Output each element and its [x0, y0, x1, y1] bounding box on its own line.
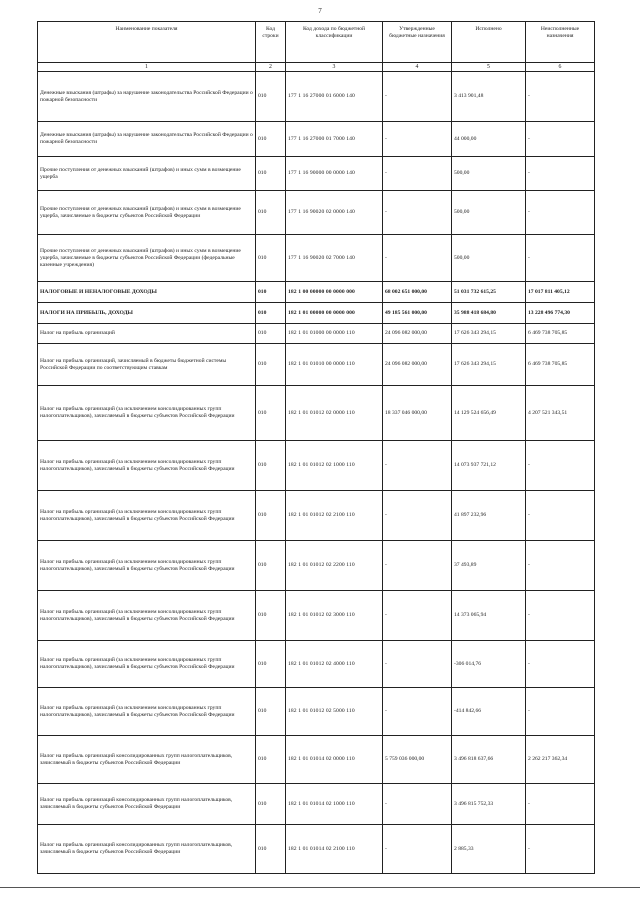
line-code-cell: 010	[256, 591, 286, 641]
column-header-approved: Утвержденные бюджетные назначения	[383, 22, 452, 63]
line-code-cell: 010	[256, 122, 286, 157]
column-number: 1	[38, 63, 256, 72]
table-row	[38, 591, 595, 641]
table-row	[38, 688, 595, 736]
table-row	[38, 541, 595, 591]
column-header-name: Наименование показателя	[38, 22, 256, 63]
table-row	[38, 324, 595, 344]
budget-code-cell: 182 1 01 01012 02 2200 110	[286, 541, 383, 591]
approved-amount-cell: -	[383, 784, 452, 825]
indicator-name-cell: Прочие поступления от денежных взысканий (штрафов) и иных сумм в возмещение ущерба	[38, 157, 256, 191]
executed-amount-cell: 41 897 232,96	[452, 491, 526, 541]
table-row	[38, 235, 595, 282]
unexecuted-amount-cell: 2 262 217 362,34	[526, 736, 595, 784]
budget-code-cell: 182 1 01 01012 02 1000 110	[286, 441, 383, 491]
executed-amount-cell: 44 000,00	[452, 122, 526, 157]
approved-amount-cell: 24 096 082 000,00	[383, 324, 452, 344]
unexecuted-amount-cell: -	[526, 157, 595, 191]
unexecuted-amount-cell: -	[526, 541, 595, 591]
table-row	[38, 344, 595, 386]
approved-amount-cell: -	[383, 591, 452, 641]
indicator-name-cell: НАЛОГОВЫЕ И НЕНАЛОГОВЫЕ ДОХОДЫ	[38, 282, 256, 303]
column-number: 5	[452, 63, 526, 72]
unexecuted-amount-cell: -	[526, 825, 595, 874]
indicator-name-cell: Прочие поступления от денежных взысканий (штрафов) и иных сумм в возмещение ущерба, зачисляемые в бюджеты субъектов Российской Федерации	[38, 191, 256, 235]
approved-amount-cell: -	[383, 825, 452, 874]
budget-code-cell: 182 1 00 00000 00 0000 000	[286, 282, 383, 303]
approved-amount-cell: -	[383, 441, 452, 491]
table-row	[38, 122, 595, 157]
indicator-name-cell: НАЛОГИ НА ПРИБЫЛЬ, ДОХОДЫ	[38, 303, 256, 324]
budget-code-cell: 182 1 01 01012 02 4000 110	[286, 641, 383, 688]
line-code-cell: 010	[256, 491, 286, 541]
budget-code-cell: 177 1 16 27000 01 6000 140	[286, 72, 383, 122]
table-row	[38, 491, 595, 541]
table-row	[38, 641, 595, 688]
column-number: 6	[526, 63, 595, 72]
unexecuted-amount-cell: 6 469 738 705,85	[526, 344, 595, 386]
indicator-name-cell: Налог на прибыль организаций (за исключением консолидированных групп налогоплательщиков), зачисляемый в бюджеты субъектов Российской Федерации	[38, 688, 256, 736]
budget-code-cell: 177 1 16 27000 01 7000 140	[286, 122, 383, 157]
line-code-cell: 010	[256, 541, 286, 591]
table-row	[38, 303, 595, 324]
approved-amount-cell: -	[383, 122, 452, 157]
unexecuted-amount-cell: -	[526, 72, 595, 122]
executed-amount-cell: 14 073 937 721,12	[452, 441, 526, 491]
table-row	[38, 441, 595, 491]
table-row	[38, 157, 595, 191]
executed-amount-cell: 37 493,89	[452, 541, 526, 591]
table-row	[38, 386, 595, 441]
line-code-cell: 010	[256, 72, 286, 122]
approved-amount-cell: 5 759 036 000,00	[383, 736, 452, 784]
table-row	[38, 736, 595, 784]
budget-code-cell: 182 1 01 00000 00 0000 000	[286, 303, 383, 324]
indicator-name-cell: Налог на прибыль организаций (за исключением консолидированных групп налогоплательщиков), зачисляемый в бюджеты субъектов Российской Федерации	[38, 641, 256, 688]
executed-amount-cell: 3 496 815 752,33	[452, 784, 526, 825]
executed-amount-cell: 17 626 343 294,15	[452, 344, 526, 386]
approved-amount-cell: 24 096 082 000,00	[383, 344, 452, 386]
unexecuted-amount-cell: -	[526, 122, 595, 157]
header-row	[38, 22, 595, 63]
column-number: 2	[256, 63, 286, 72]
executed-amount-cell: 51 031 732 615,25	[452, 282, 526, 303]
revenue-report-table	[37, 21, 595, 874]
executed-amount-cell: -306 014,76	[452, 641, 526, 688]
indicator-name-cell: Налог на прибыль организаций, зачисляемый в бюджеты бюджетной системы Российской Федерации по соответствующим ставкам	[38, 344, 256, 386]
indicator-name-cell: Налог на прибыль организаций консолидированных групп налогоплательщиков, зачисляемый в бюджеты субъектов Российской Федерации	[38, 784, 256, 825]
unexecuted-amount-cell: 6 469 738 705,85	[526, 324, 595, 344]
approved-amount-cell: -	[383, 688, 452, 736]
executed-amount-cell: 2 885,33	[452, 825, 526, 874]
indicator-name-cell: Прочие поступления от денежных взысканий (штрафов) и иных сумм в возмещение ущерба, зачисляемые в бюджеты субъектов Российской Федерации (федеральные казенные учреждения)	[38, 235, 256, 282]
line-code-cell: 010	[256, 641, 286, 688]
line-code-cell: 010	[256, 344, 286, 386]
budget-code-cell: 177 1 16 90000 00 0000 140	[286, 157, 383, 191]
table-row	[38, 784, 595, 825]
column-number: 4	[383, 63, 452, 72]
line-code-cell: 010	[256, 157, 286, 191]
indicator-name-cell: Налог на прибыль организаций (за исключением консолидированных групп налогоплательщиков), зачисляемый в бюджеты субъектов Российской Федерации	[38, 591, 256, 641]
report-body	[38, 72, 595, 874]
indicator-name-cell: Налог на прибыль организаций (за исключением консолидированных групп налогоплательщиков), зачисляемый в бюджеты субъектов Российской Федерации	[38, 491, 256, 541]
line-code-cell: 010	[256, 324, 286, 344]
budget-code-cell: 182 1 01 01012 02 0000 110	[286, 386, 383, 441]
approved-amount-cell: 68 002 651 000,00	[383, 282, 452, 303]
executed-amount-cell: -414 842,66	[452, 688, 526, 736]
approved-amount-cell: 18 337 046 000,00	[383, 386, 452, 441]
approved-amount-cell: -	[383, 491, 452, 541]
line-code-cell: 010	[256, 191, 286, 235]
executed-amount-cell: 3 496 818 637,66	[452, 736, 526, 784]
indicator-name-cell: Денежные взыскания (штрафы) за нарушение законодательства Российской Федерации о пожарной безопасности	[38, 72, 256, 122]
page-number: 7	[318, 7, 322, 15]
line-code-cell: 010	[256, 441, 286, 491]
unexecuted-amount-cell: 13 228 496 774,30	[526, 303, 595, 324]
budget-code-cell: 182 1 01 01014 02 2100 110	[286, 825, 383, 874]
approved-amount-cell: -	[383, 191, 452, 235]
column-number-row	[38, 63, 595, 72]
approved-amount-cell: -	[383, 541, 452, 591]
unexecuted-amount-cell: -	[526, 491, 595, 541]
column-header-executed: Исполнено	[452, 22, 526, 63]
line-code-cell: 010	[256, 736, 286, 784]
table-row	[38, 72, 595, 122]
column-header-unexecuted: Неисполненные назначения	[526, 22, 595, 63]
approved-amount-cell: -	[383, 157, 452, 191]
table-row	[38, 191, 595, 235]
line-code-cell: 010	[256, 282, 286, 303]
budget-code-cell: 177 1 16 90020 02 0000 140	[286, 191, 383, 235]
indicator-name-cell: Налог на прибыль организаций	[38, 324, 256, 344]
approved-amount-cell: -	[383, 235, 452, 282]
indicator-name-cell: Налог на прибыль организаций (за исключением консолидированных групп налогоплательщиков), зачисляемый в бюджеты субъектов Российской Федерации	[38, 441, 256, 491]
executed-amount-cell: 500,00	[452, 157, 526, 191]
budget-code-cell: 182 1 01 01014 02 1000 110	[286, 784, 383, 825]
unexecuted-amount-cell: -	[526, 641, 595, 688]
unexecuted-amount-cell: 17 017 811 405,12	[526, 282, 595, 303]
executed-amount-cell: 3 413 901,48	[452, 72, 526, 122]
line-code-cell: 010	[256, 235, 286, 282]
indicator-name-cell: Налог на прибыль организаций консолидированных групп налогоплательщиков, зачисляемый в бюджеты субъектов Российской Федерации	[38, 825, 256, 874]
unexecuted-amount-cell: -	[526, 784, 595, 825]
table-row	[38, 825, 595, 874]
table-row	[38, 282, 595, 303]
executed-amount-cell: 500,00	[452, 191, 526, 235]
unexecuted-amount-cell: -	[526, 235, 595, 282]
line-code-cell: 010	[256, 386, 286, 441]
approved-amount-cell: -	[383, 72, 452, 122]
line-code-cell: 010	[256, 688, 286, 736]
bottom-divider	[0, 887, 640, 888]
column-number: 3	[286, 63, 383, 72]
line-code-cell: 010	[256, 825, 286, 874]
unexecuted-amount-cell: -	[526, 191, 595, 235]
indicator-name-cell: Денежные взыскания (штрафы) за нарушение законодательства Российской Федерации о пожарной безопасности	[38, 122, 256, 157]
budget-code-cell: 182 1 01 01010 00 0000 110	[286, 344, 383, 386]
executed-amount-cell: 14 129 524 656,49	[452, 386, 526, 441]
budget-code-cell: 182 1 01 01012 02 2100 110	[286, 491, 383, 541]
indicator-name-cell: Налог на прибыль организаций (за исключением консолидированных групп налогоплательщиков), зачисляемый в бюджеты субъектов Российской Федерации	[38, 386, 256, 441]
approved-amount-cell: 49 185 561 000,00	[383, 303, 452, 324]
executed-amount-cell: 35 988 418 684,80	[452, 303, 526, 324]
column-header-code: Код строки	[256, 22, 286, 63]
column-header-kbk: Код дохода по бюджетной классификации	[286, 22, 383, 63]
line-code-cell: 010	[256, 303, 286, 324]
indicator-name-cell: Налог на прибыль организаций консолидированных групп налогоплательщиков, зачисляемый в бюджеты субъектов Российской Федерации	[38, 736, 256, 784]
budget-code-cell: 182 1 01 01000 00 0000 110	[286, 324, 383, 344]
budget-code-cell: 182 1 01 01012 02 3000 110	[286, 591, 383, 641]
unexecuted-amount-cell: 4 207 521 343,51	[526, 386, 595, 441]
line-code-cell: 010	[256, 784, 286, 825]
unexecuted-amount-cell: -	[526, 591, 595, 641]
executed-amount-cell: 500,00	[452, 235, 526, 282]
budget-code-cell: 177 1 16 90020 02 7000 140	[286, 235, 383, 282]
indicator-name-cell: Налог на прибыль организаций (за исключением консолидированных групп налогоплательщиков), зачисляемый в бюджеты субъектов Российской Федерации	[38, 541, 256, 591]
unexecuted-amount-cell: -	[526, 688, 595, 736]
approved-amount-cell: -	[383, 641, 452, 688]
executed-amount-cell: 17 626 343 294,15	[452, 324, 526, 344]
executed-amount-cell: 14 373 065,94	[452, 591, 526, 641]
unexecuted-amount-cell: -	[526, 441, 595, 491]
budget-code-cell: 182 1 01 01014 02 0000 110	[286, 736, 383, 784]
budget-code-cell: 182 1 01 01012 02 5000 110	[286, 688, 383, 736]
